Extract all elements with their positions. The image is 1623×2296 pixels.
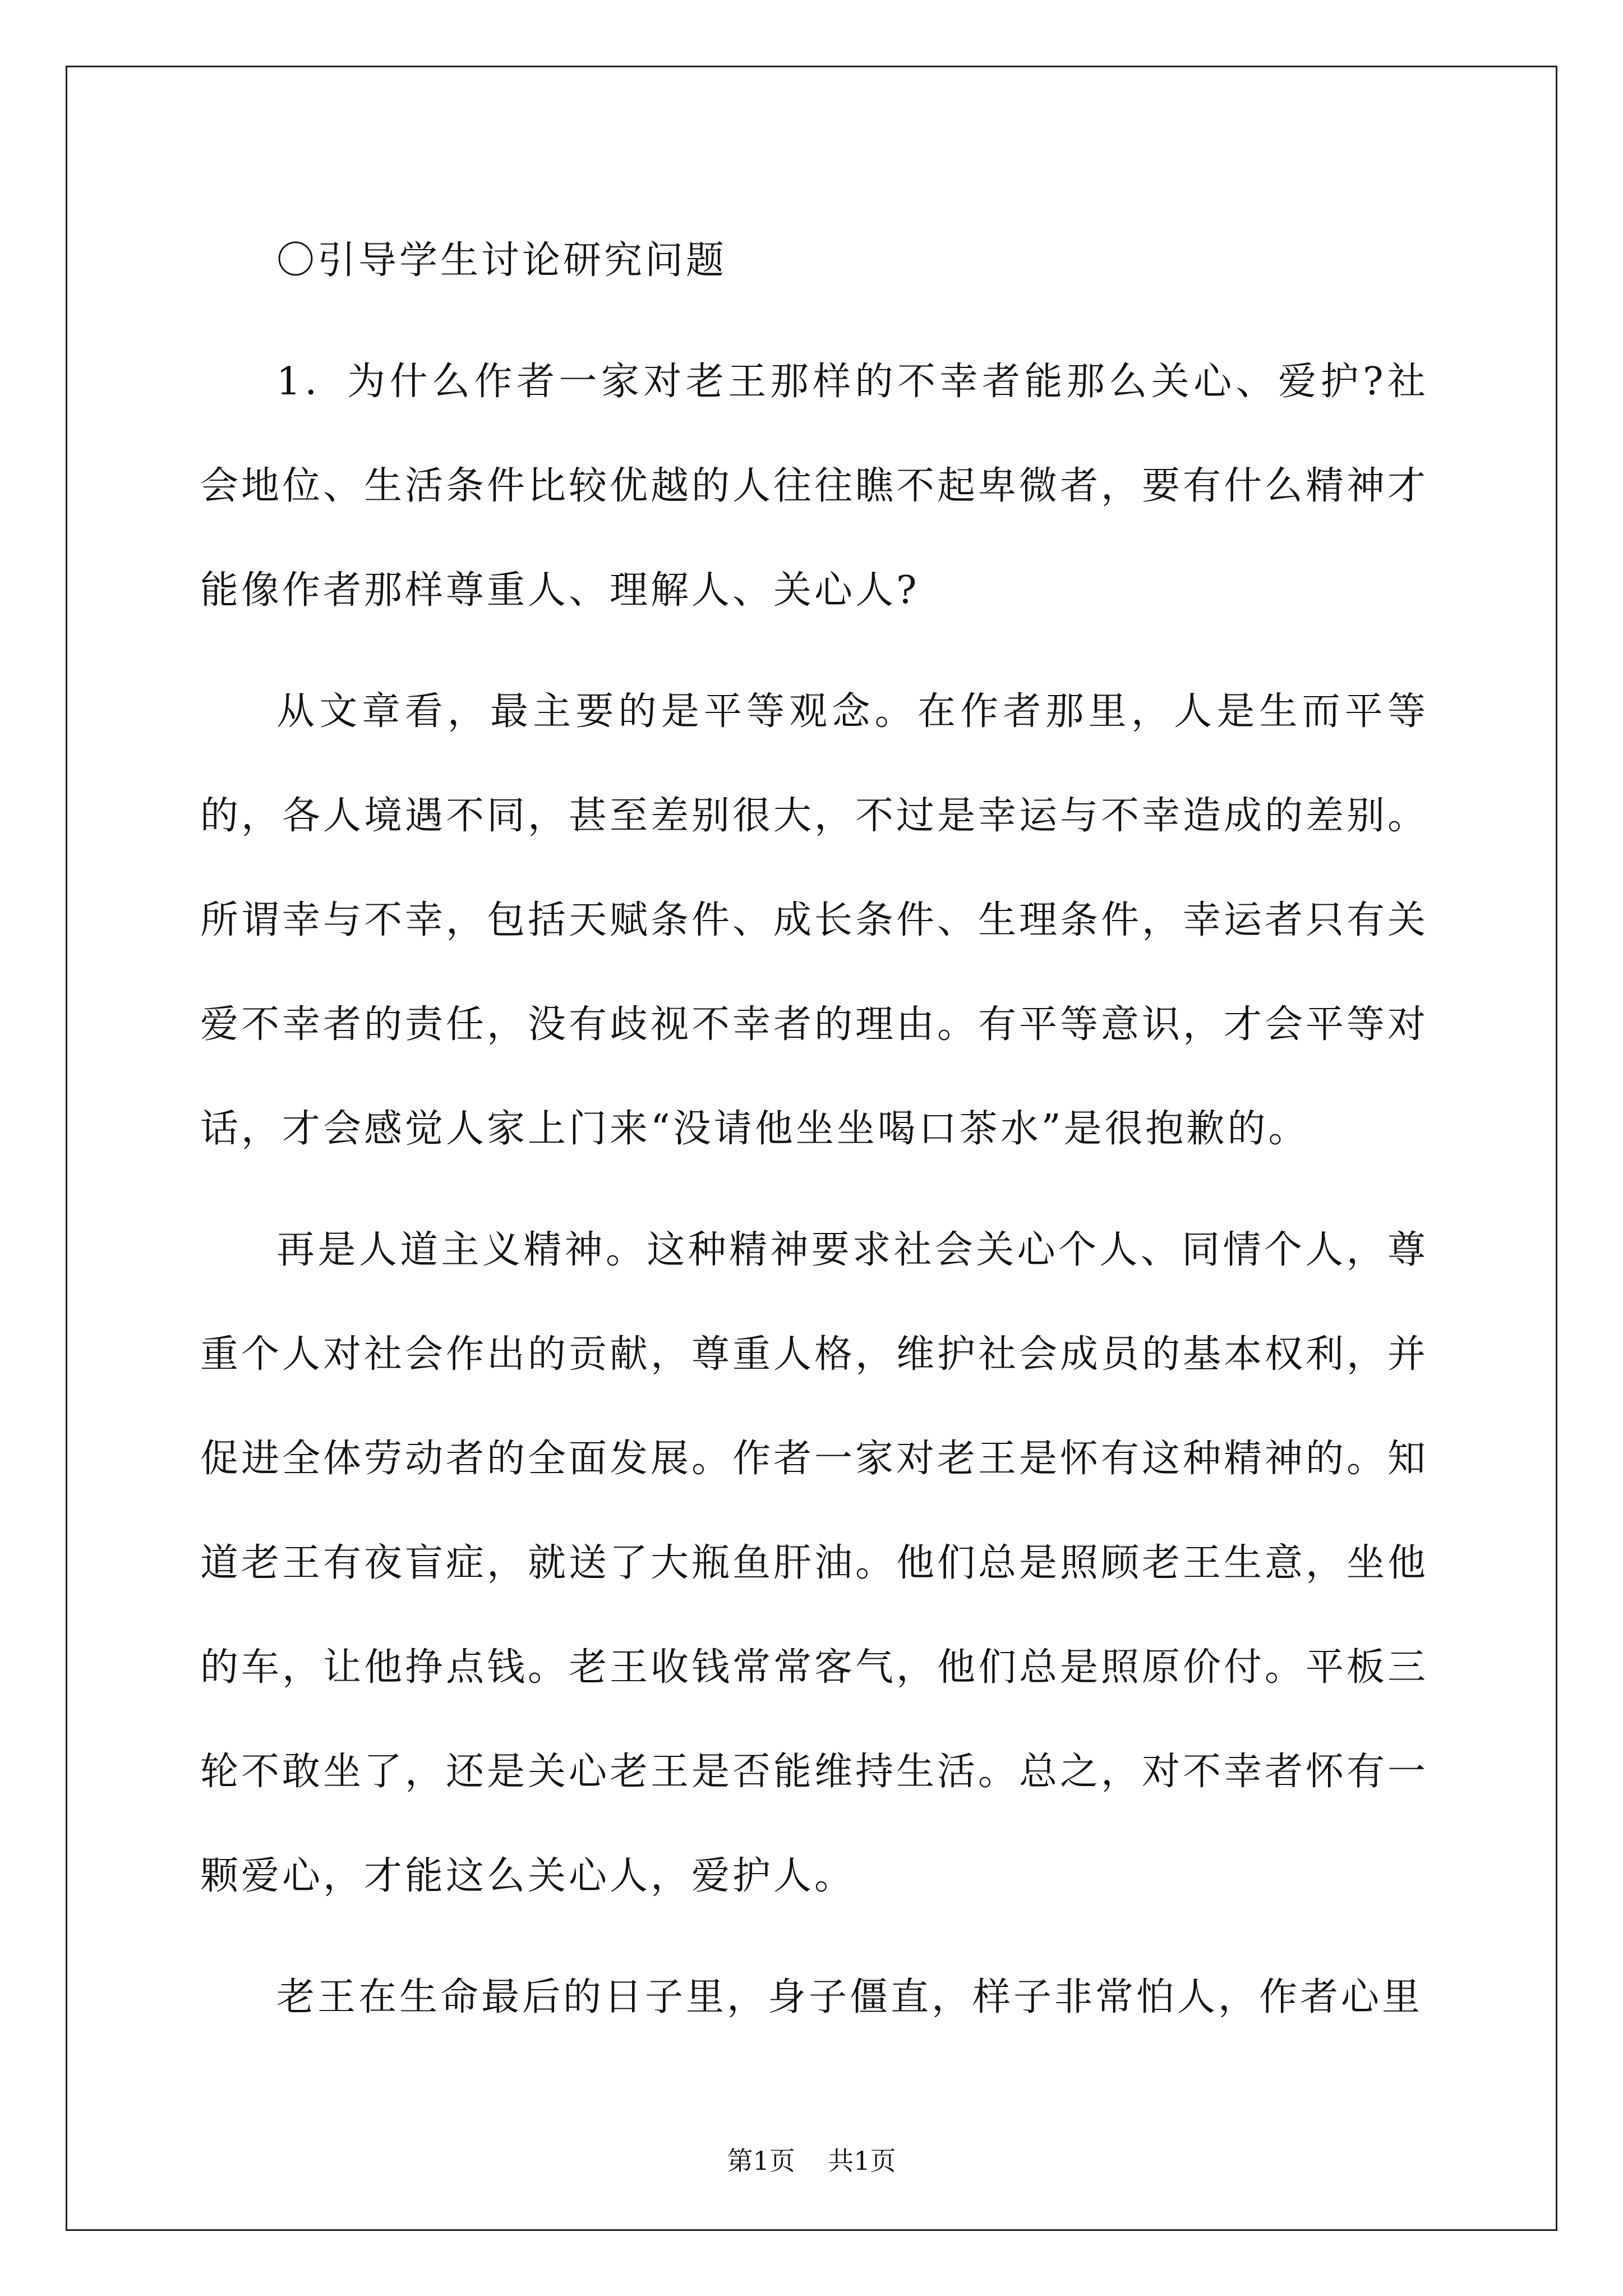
question-paragraph: 1．为什么作者一家对老王那样的不幸者能那么关心、爱护?社会地位、生活条件比较优越的人往往瞧不起卑微者，要有什么精神才能像作者那样尊重人、理解人、关心人? [200, 360, 1429, 613]
heading-paragraph: 〇引导学生讨论研究问题 [276, 238, 727, 283]
document-body [200, 209, 1428, 2067]
equality-paragraph: 从文章看，最主要的是平等观念。在作者那里，人是生而平等的，各人境遇不同，甚至差别很大，不过是幸运与不幸造成的差别。所谓幸与不幸，包括天赋条件、成长条件、生理条件，幸运者只有关爱不幸者的责任，没有歧视不幸者的理由。有平等意识，才会平等对话，才会感觉人家上门来“没请他坐坐喝口茶水”是很抱歉的。 [200, 689, 1429, 1151]
closing-paragraph: 老王在生命最后的日子里，身子僵直，样子非常怕人，作者心里 [276, 1975, 1423, 2019]
page-number: 第1页 [727, 2146, 795, 2176]
page-footer [0, 2144, 1623, 2178]
humanism-paragraph: 再是人道主义精神。这种精神要求社会关心个人、同情个人，尊重个人对社会作出的贡献，尊重人格，维护社会成员的基本权利，并促进全体劳动者的全面发展。作者一家对老王是怀有这种精神的。知道老王有夜盲症，就送了大瓶鱼肝油。他们总是照顾老王生意，坐他的车，让他挣点钱。老王收钱常常客气，他们总是照原价付。平板三轮不敢坐了，还是关心老王是否能维持生活。总之，对不幸者怀有一颗爱心，才能这么关心人，爱护人。 [200, 1228, 1429, 1898]
page-total: 共1页 [828, 2146, 896, 2176]
